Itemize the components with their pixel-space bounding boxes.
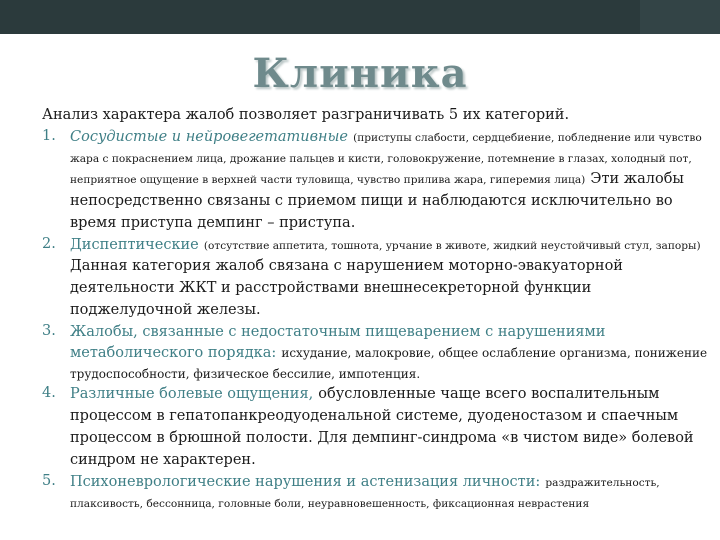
item-number: 2.	[42, 236, 56, 252]
item-number: 5.	[42, 473, 56, 489]
item-number: 1.	[42, 128, 56, 144]
list-item-4	[42, 383, 710, 471]
list-item-1	[42, 126, 710, 234]
item-heading: Диспептические	[70, 237, 199, 253]
item-detail: раздражительность, плаксивость, бессонница, головные боли, неуравновешенность, фиксационная неврастения	[70, 477, 660, 510]
item-text: обусловленные чаще всего воспалительным процессом в гепатопанкреодуоденальной системе, дуоденостазом и спаечным процессом в брюшной полости. Для демпинг-синдрома «в чистом виде» болевой синдром не характерен.	[70, 386, 694, 468]
slide-content	[42, 105, 710, 513]
item-text: Эти жалобы непосредственно связаны с приемом пищи и наблюдаются исключительно во время приступа демпинг – приступа.	[70, 171, 684, 231]
header-bar-accent	[640, 0, 720, 34]
list-item-3	[42, 321, 710, 383]
item-heading: Жалобы, связанные с недостаточным пищеварением с нарушениями метаболического порядка:	[70, 324, 606, 361]
item-heading: Сосудистые и нейровегетативные	[70, 129, 348, 145]
list-item-2	[42, 234, 710, 321]
header-bar	[0, 0, 720, 34]
list-item-5	[42, 471, 710, 513]
item-heading: Психоневрологические нарушения и астенизация личности	[70, 474, 536, 490]
intro-text: Анализ характера жалоб позволяет разграничивать 5 их категорий.	[42, 107, 570, 123]
item-heading-colon: :	[535, 474, 541, 490]
item-detail: (приступы слабости, сердцебиение, побледнение или чувство жара с покраснением лица, дрожание пальцев и кисти, головокружение, потемнение в глазах, холодный пот, неприятное ощущение в верхней части туловища, чувство прилива жара, гиперемия лица)	[70, 132, 702, 186]
complaint-list	[42, 126, 710, 513]
item-text: Данная категория жалоб связана с нарушением моторно-эвакуаторной деятельности ЖКТ и расстройствами внешнесекреторной функции поджелудочной железы.	[70, 258, 623, 318]
item-heading: Различные болевые ощущения,	[70, 386, 314, 402]
item-detail: (отсутствие аппетита, тошнота, урчание в животе, жидкий неустойчивый стул, запоры)	[203, 240, 701, 252]
item-number: 4.	[42, 385, 56, 401]
item-number: 3.	[42, 323, 56, 339]
item-text: исхудание, малокровие, общее ослабление организма, понижение трудоспособности, физическое бессилие, импотенция.	[70, 346, 708, 381]
slide-title: Клиника	[252, 50, 468, 97]
